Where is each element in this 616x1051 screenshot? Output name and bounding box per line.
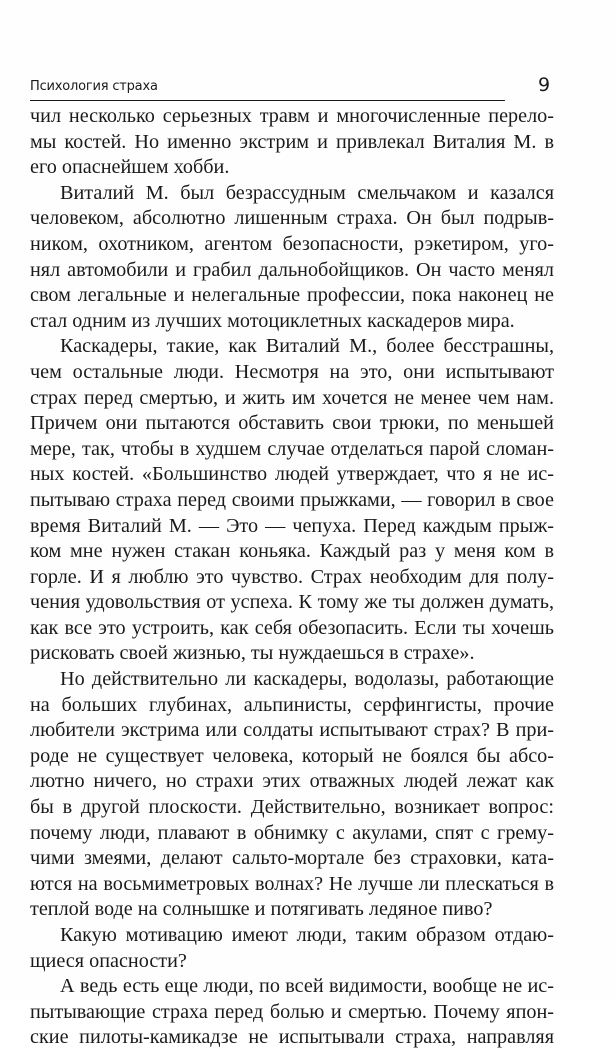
text-line: рисковать своей жизнью, ты нуждаешься в страхе». [30, 642, 475, 665]
text-line: лютно ничего, но страхи этих отважных людей лежат как [30, 770, 554, 793]
text-line: мы костей. Но именно экстрим и привлекал Виталия М. в [30, 130, 554, 153]
text-line: А ведь есть еще люди, по всей видимости, вообще не ис- [60, 975, 554, 998]
text-line: стал одним из лучших мотоциклетных каскадеров мира. [30, 309, 515, 332]
text-line: чил несколько серьезных травм и многочисленные перело- [30, 105, 554, 127]
text-line: горле. И я люблю это чувство. Страх необходим для полу- [30, 565, 554, 588]
text-line: его опаснейшем хобби. [30, 156, 230, 179]
text-line: чения удовольствия от успеха. К тому же ты должен думать, [30, 591, 554, 614]
running-title: Психология страха [30, 79, 158, 94]
text-line: время Виталий М. — Это — чепуха. Перед каждым прыж- [30, 514, 554, 537]
text-line: Но действительно ли каскадеры, водолазы, работающие [60, 668, 554, 691]
text-line: на больших глубинах, альпинисты, серфингисты, прочие [30, 693, 554, 716]
text-line: ются на восьмиметровых волнах? Не лучше ли плескаться в [30, 872, 554, 895]
text-line: почему люди, плавают в обнимку с акулами, спят с грему- [30, 821, 554, 844]
text-line: нял автомобили и грабил дальнобойщиков. Он часто менял [30, 258, 554, 281]
text-line: ником, охотником, агентом безопасности, рэкетиром, уго- [30, 232, 554, 255]
text-line: щиеся опасности? [30, 949, 187, 972]
body-text [30, 104, 554, 1051]
text-line: мере, так, чтобы в худшем случае отделаться парой сломан- [30, 437, 554, 460]
page-number: 9 [538, 74, 551, 96]
text-line: Виталий М. был безрассудным смельчаком и казался [60, 181, 554, 204]
text-line: Какую мотивацию имеют люди, таким образом отдаю- [60, 924, 554, 946]
text-line: любители экстрима или солдаты испытывают страх? В при- [30, 719, 554, 742]
text-line: Каскадеры, такие, как Виталий М., более бесстрашны, [60, 335, 554, 358]
text-line: человеком, абсолютно лишенным страха. Он был подрыв- [30, 207, 554, 230]
text-line: ские пилоты-камикадзе не испытывали страха, направляя [30, 1026, 554, 1049]
text-line: свом легальные и нелегальные профессии, пока наконец не [30, 284, 554, 307]
running-header [30, 78, 505, 101]
text-line: Причем они пытаются обставить свои трюки, по меньшей [30, 412, 554, 435]
text-line: страх перед смертью, и жить им хочется не менее чем нам. [30, 386, 554, 409]
text-line: бы в другой плоскости. Действительно, возникает вопрос: [30, 796, 554, 819]
text-line: как все это устроить, как себя обезопасить. Если ты хочешь [30, 616, 554, 639]
text-line: теплой воде на солнышке и потягивать ледяное пиво? [30, 898, 493, 921]
text-line: чем остальные люди. Несмотря на это, они испытывают [30, 360, 554, 383]
text-line: чими змеями, делают сальто-мортале без страховки, ката- [30, 847, 554, 870]
text-line: ных костей. «Большинство людей утверждает, что я не ис- [30, 463, 554, 486]
text-line: пытывающие страха перед болью и смертью. Почему япон- [30, 1000, 554, 1023]
text-line: ком мне нужен стакан коньяка. Каждый раз у меня ком в [30, 540, 554, 563]
text-line: пытываю страха перед своими прыжками, — говорил в свое [30, 488, 554, 511]
text-line: роде не существует человека, который не боялся бы абсо- [30, 744, 554, 767]
